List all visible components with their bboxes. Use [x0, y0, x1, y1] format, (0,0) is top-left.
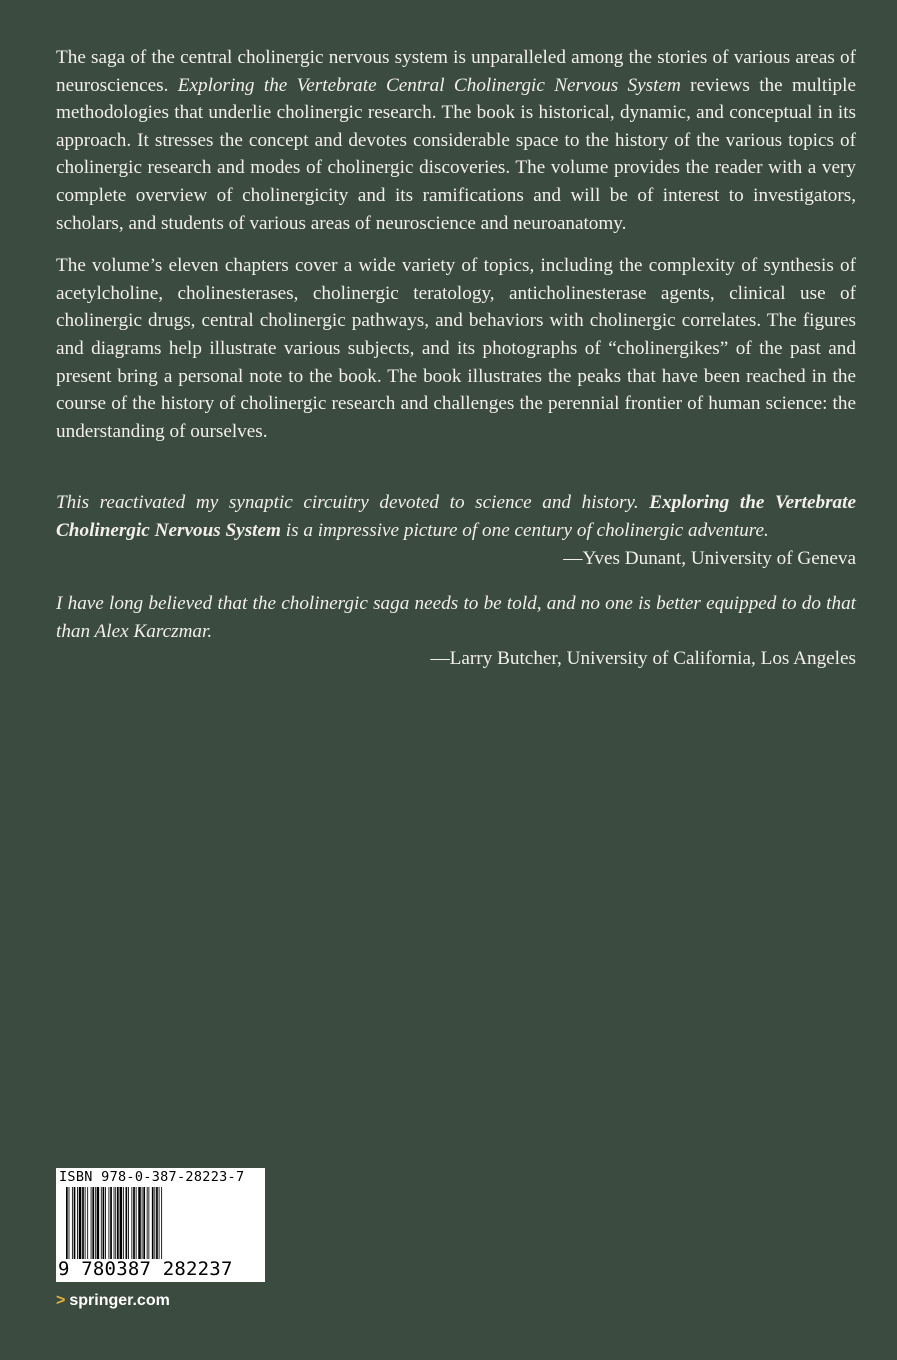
- barcode-bar: [105, 1187, 106, 1259]
- barcode-bar: [82, 1187, 84, 1259]
- isbn-digits: 9 780387 282237: [58, 1258, 233, 1280]
- barcode-bar: [109, 1187, 110, 1259]
- book-title: Exploring the Vertebrate Central Cholinergic Nervous System: [177, 74, 681, 96]
- barcode-bar: [110, 1187, 112, 1259]
- barcode-bar: [91, 1187, 92, 1259]
- arrow-icon: >: [56, 1292, 66, 1309]
- barcode-bar: [138, 1187, 141, 1259]
- publisher-link[interactable]: [56, 1292, 170, 1310]
- barcode-bar: [117, 1187, 119, 1259]
- barcode-bar: [131, 1187, 132, 1259]
- isbn-barcode: [56, 1168, 265, 1282]
- quote-book-title: Exploring the Vertebrate Cholinergic Nervous System: [56, 492, 856, 541]
- barcode-bar: [97, 1187, 100, 1259]
- barcode-bar: [152, 1187, 154, 1259]
- endorsements: [56, 489, 856, 673]
- barcode-bar: [87, 1187, 88, 1259]
- back-cover-text: [56, 44, 856, 691]
- barcode-bar: [101, 1187, 102, 1259]
- quote-text: This reactivated my synaptic circuitry devoted to science and history.: [56, 492, 650, 514]
- barcode-bar: [95, 1187, 96, 1259]
- endorsement-quote-1: [56, 489, 856, 544]
- barcode-bar: [123, 1187, 124, 1259]
- publisher-site: springer.com: [69, 1292, 170, 1309]
- barcode-bar: [103, 1187, 105, 1259]
- barcode-bar: [74, 1187, 76, 1259]
- barcode-bars: [66, 1187, 256, 1259]
- barcode-bar: [143, 1187, 145, 1259]
- barcode-bar: [133, 1187, 135, 1259]
- description-paragraph-2: The volume’s eleven chapters cover a wide variety of topics, including the complexity of synthesis of acetylcholine, cholinesterases, cholinergic teratology, anticholinesterase agents, clinical use of cholinergic drugs, central cholinergic pathways, and behaviors with cholinergic correlates. The figures and diagrams help illustrate various subjects, and its photographs of “cholinergikes” of the past and present bring a personal note to the book. The book illustrates the peaks that have been reached in the course of the history of cholinergic research and challenges the perennial frontier of human science: the understanding of ourselves.: [56, 255, 856, 442]
- barcode-bar: [69, 1187, 70, 1259]
- barcode-bar: [115, 1187, 116, 1259]
- barcode-bar: [72, 1187, 73, 1259]
- endorsement-attribution-2: —Larry Butcher, University of California, Los Angeles: [430, 648, 856, 670]
- barcode-bar: [142, 1187, 143, 1259]
- barcode-bar: [92, 1187, 94, 1259]
- barcode-bar: [161, 1187, 162, 1259]
- barcode-bar: [77, 1187, 78, 1259]
- description-text: reviews the multiple methodologies that underlie cholinergic research. The book is historical, dynamic, and conceptual in its approach. It stresses the concept and devotes considerable space to the history of the various topics of cholinergic research and modes of cholinergic discoveries. The volume provides the reader with a very complete overview of cholinergicity and its ramifications and will be of interest to investigators, scholars, and students of various areas of neuroscience and neuroanatomy.: [56, 74, 856, 234]
- barcode-bar: [126, 1187, 128, 1259]
- endorsement-attribution-1: —Yves Dunant, University of Geneva: [563, 547, 856, 569]
- barcode-bar: [85, 1187, 86, 1259]
- barcode-bar: [136, 1187, 137, 1259]
- barcode-bar: [159, 1187, 160, 1259]
- barcode-bar: [66, 1187, 68, 1259]
- barcode-bar: [154, 1187, 155, 1259]
- barcode-bar: [79, 1187, 82, 1259]
- description-text: The saga of the central cholinergic nervous system is unparalleled among the stories of various areas of neurosciences.: [56, 47, 856, 96]
- barcode-bar: [156, 1187, 158, 1259]
- endorsement-quote-2: I have long believed that the cholinergic saga needs to be told, and no one is better equipped to do that than Alex Karczmar.: [56, 593, 856, 642]
- barcode-bar: [128, 1187, 129, 1259]
- description-paragraph-1: [56, 44, 856, 237]
- quote-text: is a impressive picture of one century of cholinergic adventure.: [280, 519, 769, 541]
- barcode-bar: [147, 1187, 148, 1259]
- barcode-bar: [148, 1187, 149, 1259]
- barcode-bar: [120, 1187, 123, 1259]
- barcode-bar: [114, 1187, 115, 1259]
- isbn-label: ISBN 978-0-387-28223-7: [59, 1169, 245, 1185]
